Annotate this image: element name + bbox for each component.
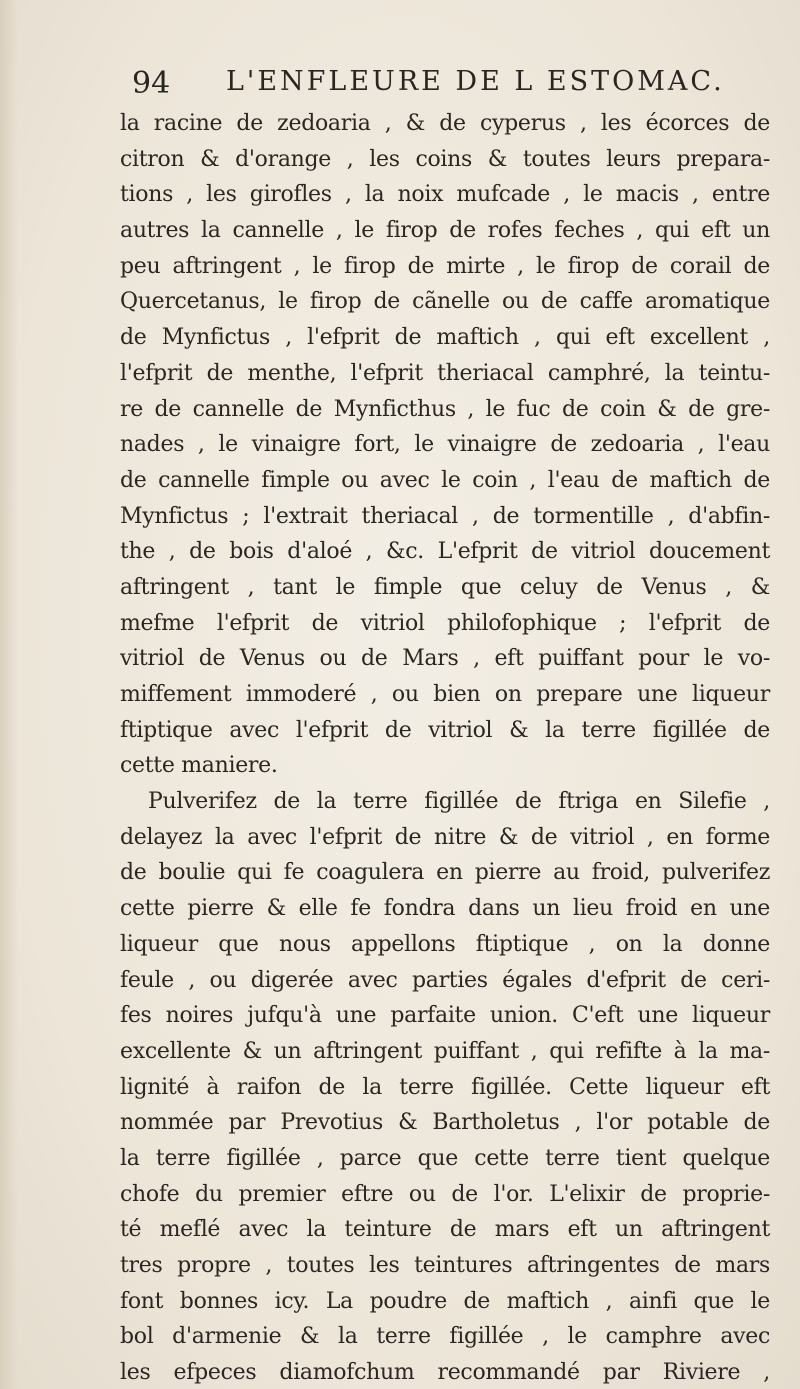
text-line: delayez la avec l'efprit de nitre & de vitriol , en forme [120, 824, 770, 850]
text-line: chofe du premier eftre ou de l'or. L'elixir de proprie- [120, 1181, 770, 1207]
text-line: de boulie qui fe coagulera en pierre au froid, pulverifez [120, 860, 770, 886]
text-line: l'efprit de menthe, l'efprit theriacal camphré, la teintu- [120, 360, 770, 386]
text-line: tions , les girofles , la noix mufcade , le macis , entre [120, 182, 770, 208]
text-line: ftiptique avec l'efprit de vitriol & la terre figillée de [120, 717, 770, 743]
text-line: re de cannelle de Mynficthus , le fuc de coin & de gre- [120, 396, 770, 422]
text-line: tres propre , toutes les teintures aftringentes de mars [120, 1253, 770, 1278]
text-line: nades , le vinaigre fort, le vinaigre de zedoaria , l'eau [120, 432, 770, 458]
text-line: fes noires jufqu'à une parfaite union. C'eft une liqueur [120, 1003, 770, 1029]
text-line: the , de bois d'aloé , &c. L'efprit de vitriol doucement [120, 539, 770, 565]
body-text [120, 106, 770, 1389]
text-line: peu aftringent , le firop de mirte , le firop de corail de [120, 253, 770, 279]
text-line: lignité à raifon de la terre figillée. Cette liqueur eft [120, 1074, 770, 1100]
text-line: de Mynfictus , l'efprit de maftich , qui eft excellent , [120, 325, 770, 351]
text-line: la terre figillée , parce que cette terre tient quelque [120, 1145, 770, 1171]
running-title: L'ENFLEURE DE L ESTOMAC. [226, 66, 725, 97]
text-line: citron & d'orange , les coins & toutes leurs prepara- [120, 146, 770, 172]
page-number: 94 [132, 66, 171, 101]
text-line: autres la cannelle , le firop de rofes feches , qui eft un [120, 218, 770, 244]
text-line: miffement immoderé , ou bien on prepare une liqueur [120, 682, 770, 707]
text-line: aftringent , tant le fimple que celuy de Venus , & [120, 574, 770, 600]
text-line: bol d'armenie & la terre figillée , le camphre avec [120, 1324, 770, 1350]
text-line: té meflé avec la teinture de mars eft un aftringent [120, 1217, 770, 1243]
text-line: la racine de zedoaria , & de cyperus , les écorces de [120, 111, 770, 136]
page-header [132, 64, 772, 104]
text-line: cette maniere. [120, 753, 278, 779]
text-line: mefme l'efprit de vitriol philofophique ; l'efprit de [120, 610, 770, 636]
text-line: de cannelle fimple ou avec le coin , l'eau de maftich de [120, 467, 770, 493]
text-line: font bonnes icy. La poudre de maftich , ainfi que le [120, 1288, 770, 1314]
text-line: les efpeces diamofchum recommandé par Riviere , [120, 1360, 770, 1386]
page-gutter-shadow [0, 0, 18, 1389]
text-line: vitriol de Venus ou de Mars , eft puiffant pour le vo- [120, 646, 770, 672]
text-line: feule , ou digerée avec parties égales d'efprit de ceri- [120, 967, 770, 993]
text-line: liqueur que nous appellons ftiptique , on la donne [120, 931, 770, 957]
text-line: excellente & un aftringent puiffant , qui refifte à la ma- [120, 1038, 770, 1064]
text-line: Mynfictus ; l'extrait theriacal , de tormentille , d'abfin- [120, 503, 770, 529]
text-line: cette pierre & elle fe fondra dans un lieu froid en une [120, 896, 770, 922]
text-line: Quercetanus, le firop de cãnelle ou de caffe aromatique [120, 289, 770, 315]
text-line: nommée par Prevotius & Bartholetus , l'or potable de [120, 1110, 770, 1136]
text-line: Pulverifez de la terre figillée de ftriga en Silefie , [148, 789, 770, 815]
